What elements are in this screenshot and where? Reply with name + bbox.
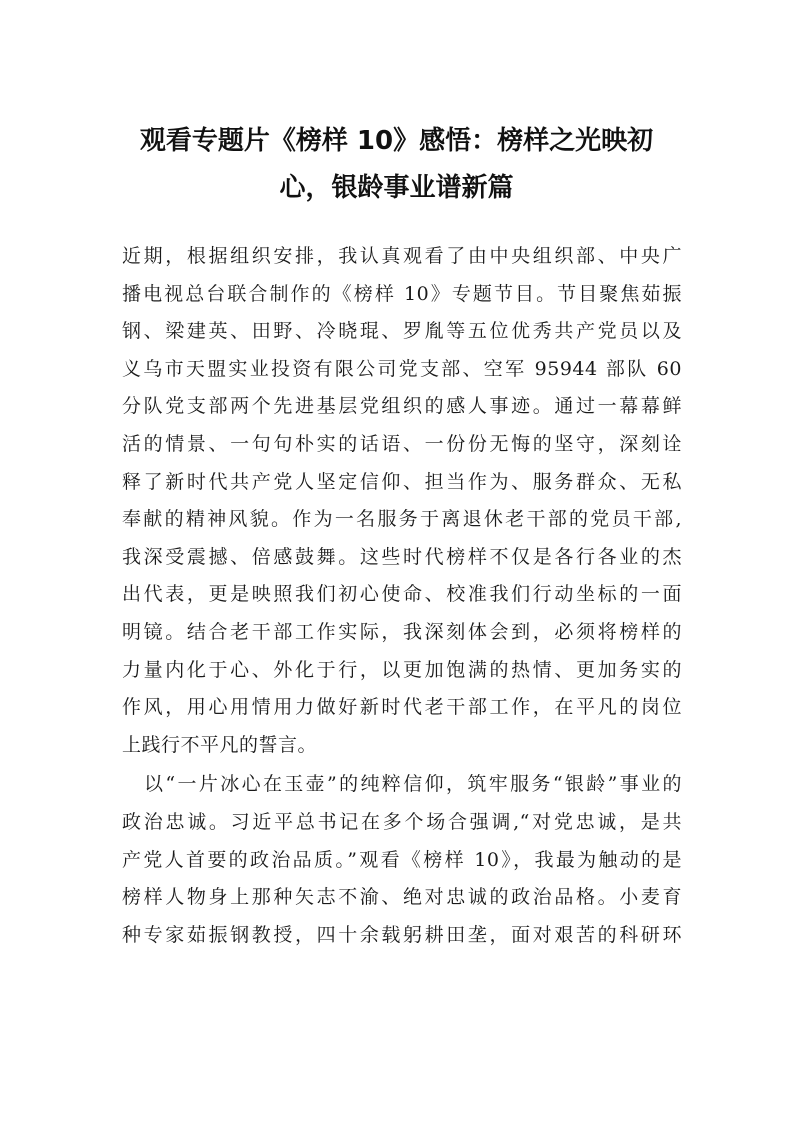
text-line: 榜样人物身上那种矢志不渝、绝对忠诚的政治品格。小麦育 xyxy=(122,886,682,909)
paragraph-1 xyxy=(122,238,682,764)
text-line: 力量内化于心、外化于行，以更加饱满的热情、更加务实的 xyxy=(122,658,682,681)
document-title xyxy=(110,118,683,212)
document-body xyxy=(122,238,682,954)
text-line: 近期，根据组织安排，我认真观看了由中央组织部、中央广 xyxy=(122,245,682,267)
text-line: 明镜。结合老干部工作实际，我深刻体会到，必须将榜样的 xyxy=(122,620,682,643)
text-line: 活的情景、一句句朴实的话语、一份份无悔的坚守，深刻诠 xyxy=(122,432,682,455)
text-line: 以“一片冰心在玉壶”的纯粹信仰，筑牢服务“银龄”事业的 xyxy=(144,773,682,796)
text-line: 义乌市天盟实业投资有限公司党支部、空军 95944 部队 60 xyxy=(122,357,682,380)
text-line: 分队党支部两个先进基层党组织的感人事迹。通过一幕幕鲜 xyxy=(122,395,682,418)
title-line-2: 心，银龄事业谱新篇 xyxy=(279,173,514,203)
text-line: 种专家茹振钢教授，四十余载躬耕田垄，面对艰苦的科研环 xyxy=(122,923,682,946)
text-line: 奉献的精神风貌。作为一名服务于离退休老干部的党员干部, xyxy=(122,508,682,531)
text-line: 出代表，更是映照我们初心使命、校准我们行动坐标的一面 xyxy=(122,583,682,606)
text-line: 我深受震撼、倍感鼓舞。这些时代榜样不仅是各行各业的杰 xyxy=(122,545,682,568)
text-line: 政治忠诚。习近平总书记在多个场合强调,“对党忠诚，是共 xyxy=(122,810,682,833)
text-line: 产党人首要的政治品质。”观看《榜样 10》，我最为触动的是 xyxy=(122,848,682,871)
text-line: 钢、梁建英、田野、冷晓琨、罗胤等五位优秀共产党员以及 xyxy=(122,320,682,343)
text-line: 播电视总台联合制作的《榜样 10》专题节目。节目聚焦茹振 xyxy=(122,282,682,305)
title-line-1: 观看专题片《榜样 10》感悟：榜样之光映初 xyxy=(139,126,654,156)
paragraph-2 xyxy=(122,766,682,954)
text-line: 释了新时代共产党人坚定信仰、担当作为、服务群众、无私 xyxy=(122,470,682,493)
text-line: 上践行不平凡的誓言。 xyxy=(122,733,318,756)
text-line: 作风，用心用情用力做好新时代老干部工作，在平凡的岗位 xyxy=(122,696,682,719)
